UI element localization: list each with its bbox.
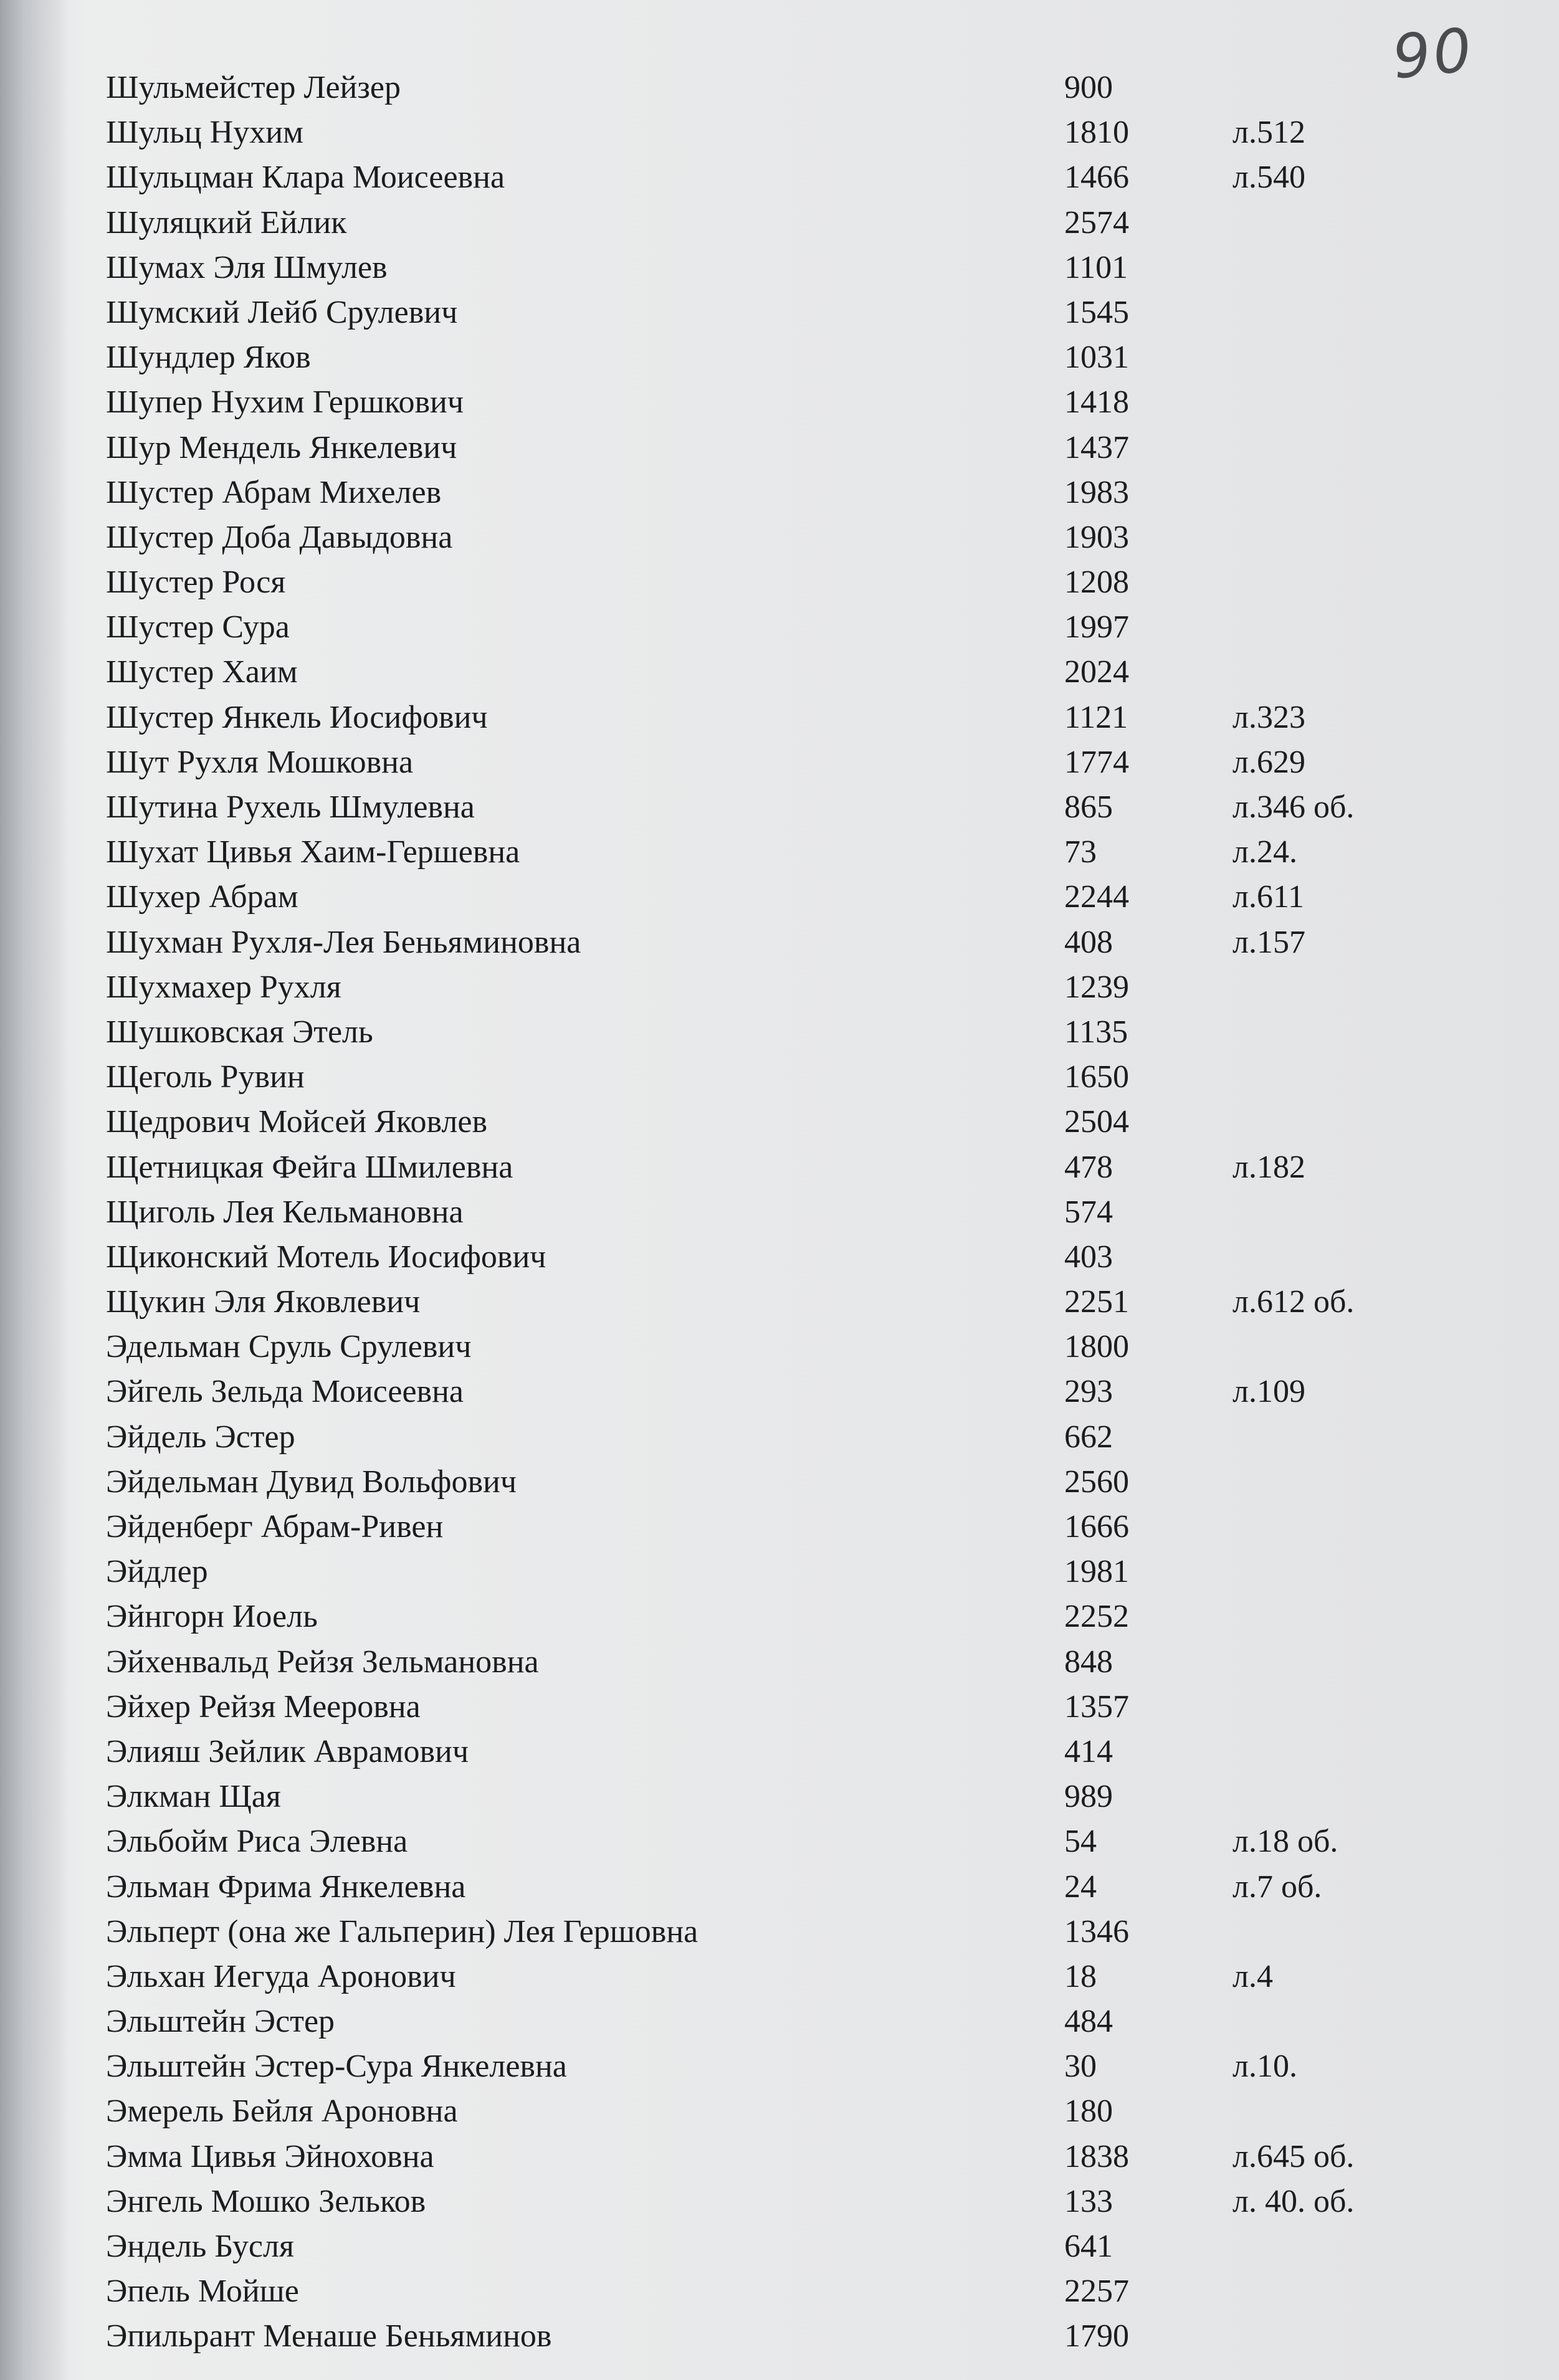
record-number: 865	[1064, 789, 1113, 825]
record-name: Эпель Мойше	[106, 2273, 299, 2310]
record-name: Эйхенвальд Рейзя Зельмановна	[106, 1644, 539, 1680]
record-number: 293	[1064, 1374, 1113, 1410]
record-row	[0, 1369, 1559, 1414]
record-number: 1838	[1064, 2138, 1129, 2174]
record-number: 24	[1064, 1868, 1097, 1905]
record-number: 989	[1064, 1779, 1113, 1815]
record-row	[0, 695, 1559, 740]
record-name: Щиголь Лея Кельмановна	[106, 1194, 464, 1230]
record-name: Шундлер Яков	[106, 340, 311, 376]
record-name: Шур Мендель Янкелевич	[106, 429, 457, 465]
record-name: Эйнгорн Иоель	[106, 1599, 318, 1635]
record-name: Шульцман Клара Моисеевна	[106, 159, 505, 196]
record-name: Шутина Рухель Шмулевна	[106, 789, 475, 825]
record-row	[0, 1055, 1559, 1100]
record-row	[0, 1954, 1559, 1999]
record-number: 1357	[1064, 1688, 1129, 1725]
record-name: Щетницкая Фейга Шмилевна	[106, 1149, 513, 1185]
record-name: Эльхан Иегуда Аронович	[106, 1958, 456, 1994]
record-name: Шухат Цивья Хаим-Гершевна	[106, 834, 520, 870]
record-number: 1418	[1064, 384, 1129, 421]
record-sheet-ref: л.24.	[1232, 834, 1297, 870]
record-name: Эмерель Бейля Ароновна	[106, 2093, 458, 2130]
record-sheet-ref: л.323	[1232, 699, 1305, 735]
record-row	[0, 1999, 1559, 2044]
record-number: 1983	[1064, 474, 1129, 510]
record-name: Эмма Цивья Эйноховна	[106, 2138, 434, 2174]
record-number: 2574	[1064, 204, 1129, 240]
record-number: 484	[1064, 2004, 1113, 2040]
record-row	[0, 740, 1559, 785]
record-row	[0, 1145, 1559, 1190]
record-row	[0, 155, 1559, 200]
record-sheet-ref: л.157	[1232, 924, 1305, 960]
record-row	[0, 875, 1559, 920]
record-number: 1650	[1064, 1059, 1129, 1095]
record-row	[0, 1774, 1559, 1819]
record-name: Шустер Абрам Михелев	[106, 474, 442, 510]
record-row	[0, 1865, 1559, 1910]
record-number: 1545	[1064, 294, 1129, 330]
record-name: Эйгель Зельда Моисеевна	[106, 1374, 464, 1410]
record-number: 180	[1064, 2093, 1113, 2130]
record-number: 1466	[1064, 159, 1129, 196]
record-row	[0, 245, 1559, 290]
record-number: 133	[1064, 2183, 1113, 2219]
record-name: Эндель Бусля	[106, 2229, 294, 2264]
record-sheet-ref: л.4	[1232, 1958, 1273, 1994]
record-row	[0, 1730, 1559, 1774]
record-row	[0, 426, 1559, 470]
record-name: Эдельман Сруль Срулевич	[106, 1329, 472, 1365]
record-sheet-ref: л.10.	[1232, 2049, 1297, 2085]
record-row	[0, 2135, 1559, 2179]
record-name: Шухман Рухля-Лея Беньяминовна	[106, 924, 581, 960]
record-name: Эльштейн Эстер-Сура Янкелевна	[106, 2049, 567, 2085]
record-row	[0, 650, 1559, 695]
record-row	[0, 1594, 1559, 1639]
record-row	[0, 1685, 1559, 1730]
record-name: Шустер Сура	[106, 609, 290, 645]
record-number: 30	[1064, 2049, 1097, 2085]
record-row	[0, 965, 1559, 1010]
record-number: 1208	[1064, 564, 1129, 601]
record-sheet-ref: л.512	[1232, 115, 1305, 151]
record-name: Шухмахер Рухля	[106, 969, 341, 1005]
record-name: Шуляцкий Ейлик	[106, 204, 347, 240]
record-sheet-ref: л.109	[1232, 1374, 1305, 1410]
record-name: Шут Рухля Мошковна	[106, 744, 414, 780]
record-name: Эльбойм Риса Элевна	[106, 1824, 408, 1860]
record-number: 1666	[1064, 1509, 1129, 1545]
record-number: 1981	[1064, 1554, 1129, 1590]
record-number: 641	[1064, 2229, 1113, 2264]
record-name: Шумах Эля Шмулев	[106, 249, 388, 285]
record-name: Шульц Нухим	[106, 115, 303, 151]
record-row	[0, 65, 1559, 110]
record-number: 900	[1064, 70, 1113, 105]
record-number: 1800	[1064, 1329, 1129, 1365]
record-row	[0, 1190, 1559, 1235]
handwritten-page-number: 90	[1389, 14, 1477, 93]
record-sheet-ref: л.7 об.	[1232, 1868, 1322, 1905]
record-name: Щиконский Мотель Иосифович	[106, 1239, 546, 1275]
record-number: 2560	[1064, 1464, 1129, 1500]
record-number: 18	[1064, 1958, 1097, 1994]
record-row	[0, 2044, 1559, 2089]
record-row	[0, 2224, 1559, 2269]
record-sheet-ref: л.18 об.	[1232, 1824, 1338, 1860]
record-name: Эйдлер	[106, 1554, 208, 1590]
record-name: Шульмейстер Лейзер	[106, 70, 401, 105]
record-number: 1101	[1064, 249, 1128, 285]
record-row	[0, 785, 1559, 830]
record-row	[0, 920, 1559, 965]
record-name: Щедрович Мойсей Яковлев	[106, 1104, 487, 1140]
record-name: Щеголь Рувин	[106, 1059, 305, 1095]
record-sheet-ref: л.629	[1232, 744, 1305, 780]
record-number: 414	[1064, 1733, 1113, 1769]
record-number: 1346	[1064, 1913, 1129, 1949]
record-number: 2504	[1064, 1104, 1129, 1140]
record-row	[0, 515, 1559, 560]
record-number: 54	[1064, 1824, 1097, 1860]
record-row	[0, 1415, 1559, 1460]
record-row	[0, 1819, 1559, 1864]
record-row	[0, 1505, 1559, 1549]
record-row	[0, 1460, 1559, 1505]
record-number: 2244	[1064, 879, 1129, 915]
record-sheet-ref: л.612 об.	[1232, 1284, 1355, 1320]
record-name: Шухер Абрам	[106, 879, 298, 915]
record-row	[0, 2314, 1559, 2359]
record-row	[0, 470, 1559, 515]
record-row	[0, 830, 1559, 875]
record-number: 73	[1064, 834, 1097, 870]
record-number: 2024	[1064, 654, 1129, 690]
record-sheet-ref: л.346 об.	[1232, 789, 1355, 825]
record-name: Эйхер Рейзя Мееровна	[106, 1688, 421, 1725]
record-name: Эпильрант Менаше Беньяминов	[106, 2318, 552, 2354]
record-number: 478	[1064, 1149, 1113, 1185]
record-name: Шустер Янкель Иосифович	[106, 699, 488, 735]
record-row	[0, 335, 1559, 380]
record-row	[0, 1010, 1559, 1055]
record-name: Эльперт (она же Гальперин) Лея Гершовна	[106, 1913, 698, 1949]
record-name: Шушковская Этель	[106, 1014, 373, 1050]
record-row	[0, 605, 1559, 650]
record-number: 408	[1064, 924, 1113, 960]
record-row	[0, 1549, 1559, 1594]
record-sheet-ref: л.182	[1232, 1149, 1305, 1185]
record-number: 1437	[1064, 429, 1129, 465]
record-name: Шустер Хаим	[106, 654, 298, 690]
record-row	[0, 1235, 1559, 1280]
record-name: Шумский Лейб Срулевич	[106, 294, 458, 330]
record-number: 1997	[1064, 609, 1129, 645]
record-row	[0, 1910, 1559, 1954]
record-row	[0, 290, 1559, 335]
record-name: Щукин Эля Яковлевич	[106, 1284, 421, 1320]
record-name: Элкман Щая	[106, 1779, 281, 1815]
record-number: 1903	[1064, 519, 1129, 555]
record-row	[0, 560, 1559, 605]
record-number: 2251	[1064, 1284, 1129, 1320]
record-name: Шустер Рося	[106, 564, 286, 601]
record-number: 1774	[1064, 744, 1129, 780]
record-number: 1031	[1064, 340, 1129, 376]
record-number: 403	[1064, 1239, 1113, 1275]
record-sheet-ref: л.540	[1232, 159, 1305, 196]
record-number: 662	[1064, 1419, 1113, 1455]
record-row	[0, 2089, 1559, 2134]
record-row	[0, 1100, 1559, 1145]
record-sheet-ref: л.611	[1232, 879, 1305, 915]
record-name: Шупер Нухим Гершкович	[106, 384, 464, 421]
record-number: 1810	[1064, 115, 1129, 151]
record-name: Шустер Доба Давыдовна	[106, 519, 453, 555]
record-row	[0, 1280, 1559, 1325]
record-row	[0, 2269, 1559, 2314]
record-name: Эльман Фрима Янкелевна	[106, 1868, 466, 1905]
record-row	[0, 1325, 1559, 1369]
record-name: Эйдельман Дувид Вольфович	[106, 1464, 517, 1500]
record-number: 2252	[1064, 1599, 1129, 1635]
record-row	[0, 201, 1559, 245]
record-row	[0, 380, 1559, 425]
record-number: 1121	[1064, 699, 1128, 735]
record-row	[0, 110, 1559, 155]
record-name: Элияш Зейлик Аврамович	[106, 1733, 469, 1769]
record-sheet-ref: л.645 об.	[1232, 2138, 1355, 2174]
record-sheet-ref: л. 40. об.	[1232, 2183, 1355, 2219]
record-name: Эйденберг Абрам-Ривен	[106, 1509, 444, 1545]
record-number: 848	[1064, 1644, 1113, 1680]
record-name: Эльштейн Эстер	[106, 2004, 335, 2040]
record-number: 2257	[1064, 2273, 1129, 2310]
record-row	[0, 1640, 1559, 1685]
record-name: Эйдель Эстер	[106, 1419, 295, 1455]
record-number: 574	[1064, 1194, 1113, 1230]
record-number: 1135	[1064, 1014, 1128, 1050]
record-number: 1790	[1064, 2318, 1129, 2354]
record-row	[0, 2179, 1559, 2224]
records-list	[0, 65, 1559, 2359]
record-number: 1239	[1064, 969, 1129, 1005]
record-name: Энгель Мошко Зельков	[106, 2183, 426, 2219]
